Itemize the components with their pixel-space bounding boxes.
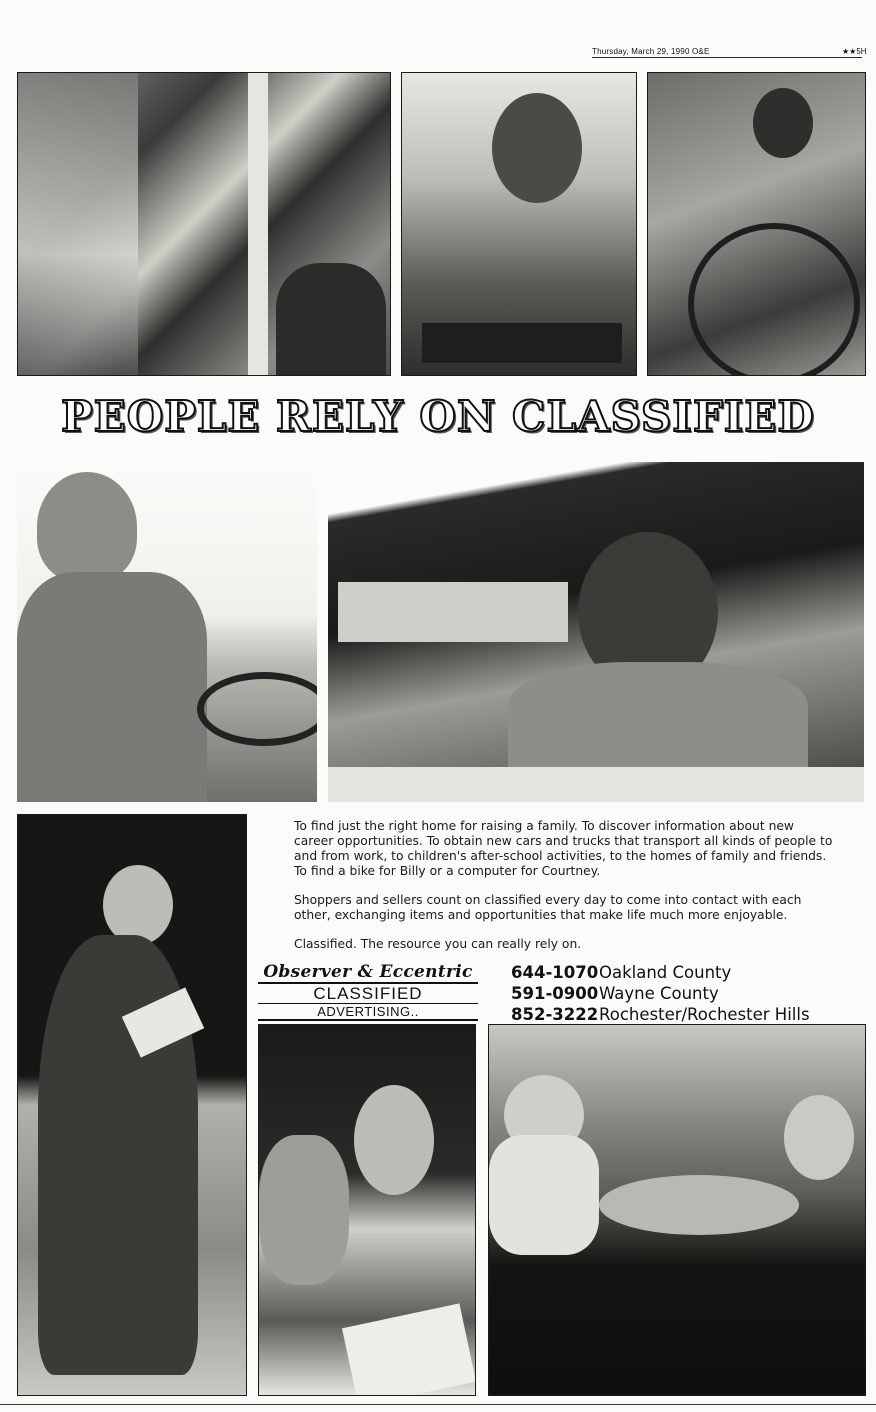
phone-area: Oakland County xyxy=(599,963,732,982)
photo-boy-on-bike xyxy=(647,72,866,376)
bottom-rule xyxy=(0,1404,876,1405)
phone-row xyxy=(511,983,851,1004)
phone-number: 644-1070 xyxy=(511,963,599,982)
logo-rule xyxy=(258,1019,478,1021)
body-paragraph: Shoppers and sellers count on classified every day to come into contact with each other, exchanging items and opportunities that make life much more enjoyable. xyxy=(294,893,802,922)
photo-couple-outdoors xyxy=(488,1024,866,1396)
page-mark: ★★5H xyxy=(842,47,867,56)
dateline: Thursday, March 29, 1990 O&E xyxy=(592,47,710,56)
header-rule xyxy=(592,57,862,58)
phone-row xyxy=(511,962,851,983)
headline: PEOPLE RELY ON CLASSIFIED xyxy=(61,392,815,441)
phone-row xyxy=(511,1004,851,1025)
phone-area: Wayne County xyxy=(599,984,719,1003)
phone-list xyxy=(511,962,851,1025)
classified-logo xyxy=(258,962,478,1021)
photo-farmer-on-tractor xyxy=(17,462,317,802)
body-tagline: Classified. The resource you can really rely on. xyxy=(294,937,582,951)
photo-couple-at-gate xyxy=(17,72,391,376)
phone-number: 591-0900 xyxy=(511,984,599,1003)
body-copy xyxy=(294,819,834,966)
body-paragraph: To find just the right home for raising a family. To discover information about new career opportunities. To obtain new cars and trucks that transport all kinds of people to and from work, to children's after-school activities, to the homes of family and friends. To find a bike for Billy or a computer for Courtney. xyxy=(294,819,833,878)
phone-number: 852-3222 xyxy=(511,1005,599,1024)
photo-woman-driving xyxy=(328,462,864,802)
photo-man-with-clipboard xyxy=(17,814,247,1396)
phone-area: Rochester/Rochester Hills xyxy=(599,1005,810,1024)
photo-woman-in-office xyxy=(258,1024,476,1396)
logo-classified: CLASSIFIED xyxy=(313,983,423,1003)
photo-woman-at-computer xyxy=(401,72,637,376)
logo-advertising: ADVERTISING.. xyxy=(317,1004,419,1019)
logo-publication-name: Observer & Eccentric xyxy=(263,962,473,982)
